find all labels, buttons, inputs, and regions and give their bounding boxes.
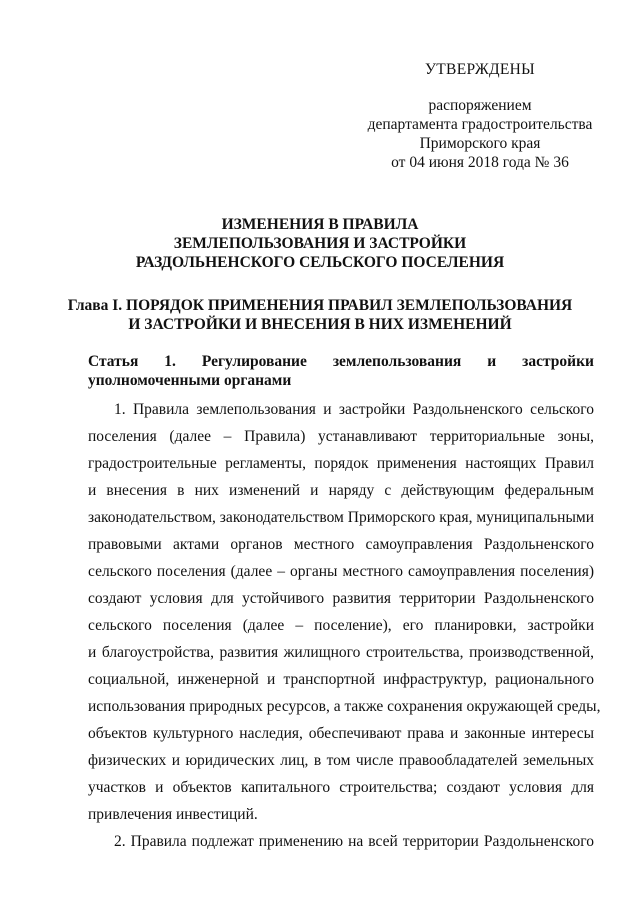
chapter-heading-line: Глава I. ПОРЯДОК ПРИМЕНЕНИЯ ПРАВИЛ ЗЕМЛЕПОЛЬЗОВАНИЯ (67, 297, 573, 314)
paragraph-line: законодательством, законодательством Приморского края, муниципальными (88, 509, 594, 526)
article-heading-row: уполномоченными органами (88, 372, 292, 389)
article-word: Статья (88, 353, 139, 370)
document-title-line: РАЗДОЛЬНЕНСКОГО СЕЛЬСКОГО ПОСЕЛЕНИЯ (135, 254, 505, 271)
paragraph-line: 2. Правила подлежат применению на всей территории Раздольненского (114, 833, 594, 850)
approval-line: Приморского края (419, 135, 541, 152)
paragraph-line: использования природных ресурсов, а также сохранения окружающей среды, (88, 698, 601, 715)
paragraph-line: физических и юридических лиц, в том числе правообладателей земельных (88, 752, 594, 769)
approval-line: от 04 июня 2018 года № 36 (391, 154, 569, 171)
paragraph-line: сельского поселения (далее – поселение), его планировки, застройки (88, 617, 594, 634)
paragraph-line: объектов культурного наследия, обеспечивают права и законные интересы (88, 725, 594, 742)
paragraph-line: градостроительные регламенты, порядок применения настоящих Правил (88, 455, 594, 472)
document-title (60, 215, 580, 272)
paragraph-line: привлечения инвестиций. (88, 806, 258, 823)
paragraph-line: и внесения в них изменений и наряду с действующим федеральным (88, 482, 594, 499)
paragraph-line: правовыми актами органов местного самоуправления Раздольненского (88, 536, 594, 553)
approval-title: УТВЕРЖДЕНЫ (425, 61, 535, 78)
chapter-heading-line: И ЗАСТРОЙКИ И ВНЕСЕНИЯ В НИХ ИЗМЕНЕНИЙ (128, 316, 512, 333)
article-heading (88, 352, 594, 390)
article-word: застройки (522, 353, 594, 370)
paragraph-line: создают условия для устойчивого развития территории Раздольненского (88, 590, 594, 607)
article-word: 1. (164, 353, 176, 370)
document-title-line: ЗЕМЛЕПОЛЬЗОВАНИЯ И ЗАСТРОЙКИ (173, 235, 467, 252)
paragraph-line: и благоустройства, развития жилищного строительства, производственной, (88, 644, 594, 661)
article-word: землепользования (332, 353, 462, 370)
approval-line: департамента градостроительства (367, 116, 593, 133)
article-word: Регулирование (201, 353, 307, 370)
chapter-heading (60, 296, 580, 334)
paragraph-line: поселения (далее – Правила) устанавливают территориальные зоны, (88, 428, 594, 445)
paragraph-line: сельского поселения (далее – органы местного самоуправления поселения) (88, 563, 594, 580)
paragraph-line: социальной, инженерной и транспортной инфраструктур, рационального (88, 671, 594, 688)
approval-line: распоряжением (428, 97, 532, 114)
paragraph-line: 1. Правила землепользования и застройки Раздольненского сельского (114, 401, 594, 418)
paragraph-line: участков и объектов капитального строительства; создают условия для (88, 779, 594, 796)
article-word: и (487, 353, 497, 370)
article-heading-row (88, 352, 594, 371)
document-title-line: ИЗМЕНЕНИЯ В ПРАВИЛА (221, 216, 419, 233)
